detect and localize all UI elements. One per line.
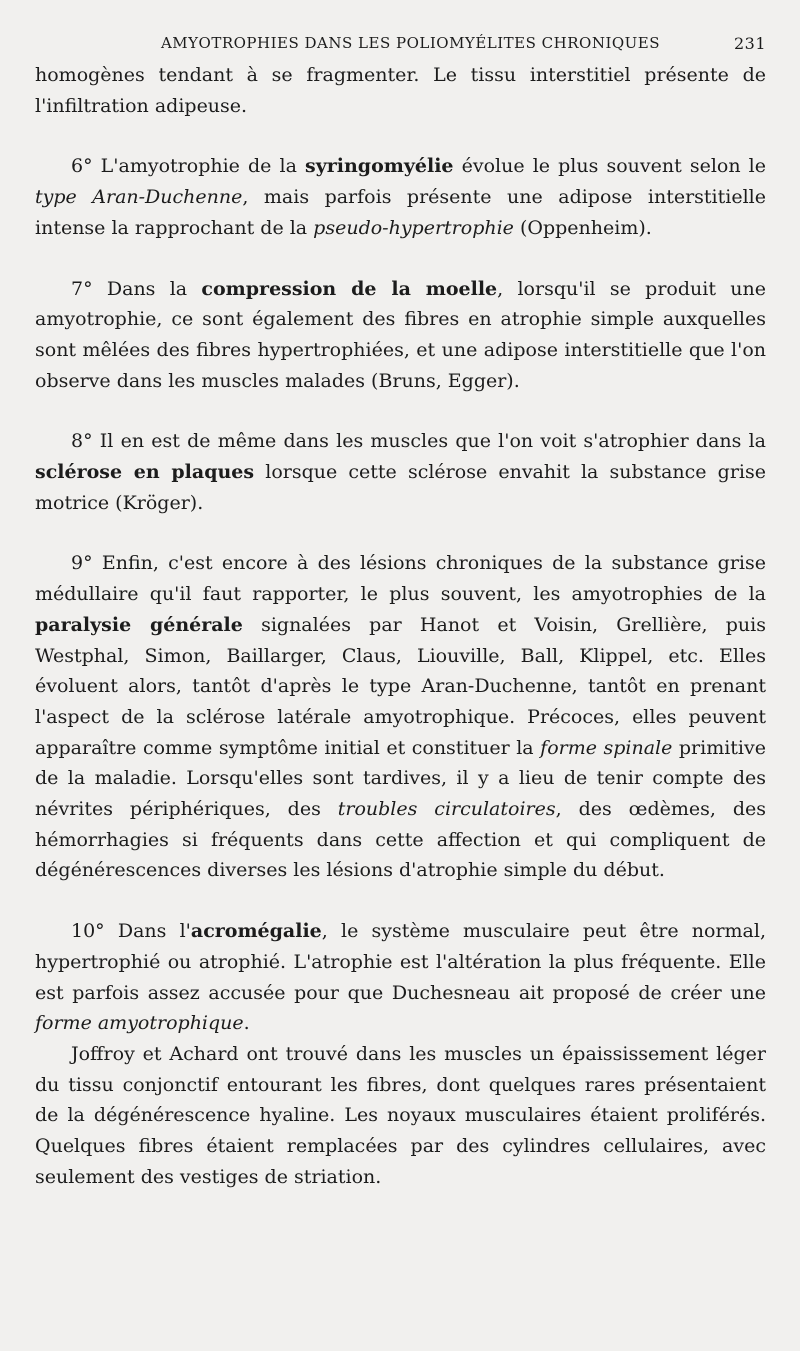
term-syringomyelie: syringomyélie xyxy=(305,155,454,178)
term-troubles-circulatoires: troubles circulatoires xyxy=(337,798,556,821)
term-compression-moelle: compression de la moelle xyxy=(201,277,498,300)
paragraph-11-joffroy-achard: Joffroy et Achard ont trouvé dans les muscles un épaississement léger du tissu conjonctif entourant les fibres, dont quelques rares présentaient de la dégénérescence hyaline. Les noyaux musculaires étaient proliférés. Quelques fibres étaient remplacées par des cylindres cellulaires, avec seulement des vestiges de striation. xyxy=(35,1042,766,1188)
term-type-aran-duchenne: type Aran-Duchenne xyxy=(35,186,243,209)
term-sclerose-en-plaques: sclérose en plaques xyxy=(35,461,255,484)
paragraph-continuation: homogènes tendant à se fragmenter. Le tissu interstitiel présente de l'infiltration adipeuse. xyxy=(35,64,766,117)
paragraph-6-syringomyelie: 6° L'amyotrophie de la syringomyélie évolue le plus souvent selon le type Aran-Duchenne, mais parfois présente une adipose interstitielle intense la rapprochant de la pseudo-hypertrophie (Oppenheim). xyxy=(35,155,766,239)
term-acromegalie: acromégalie xyxy=(190,920,322,943)
page-number: 231 xyxy=(733,34,766,53)
paragraph-7-compression: 7° Dans la compression de la moelle, lorsqu'il se produit une amyotrophie, ce sont également des fibres en atrophie simple auxquelles sont mêlées des fibres hypertrophiées, et une adipose interstitielle que l'on observe dans les muscles malades (Bruns, Egger). xyxy=(35,277,766,392)
paragraph-8-sclerose: 8° Il en est de même dans les muscles que l'on voit s'atrophier dans la sclérose en plaques lorsque cette sclérose envahit la substance grise motrice (Kröger). xyxy=(35,430,766,514)
body-text xyxy=(35,60,766,1193)
term-forme-amyotrophique: forme amyotrophique xyxy=(35,1012,244,1035)
term-forme-spinale: forme spinale xyxy=(540,736,673,759)
term-pseudo-hypertrophie: pseudo-hypertrophie xyxy=(313,216,514,239)
running-head-title: AMYOTROPHIES DANS LES POLIOMYÉLITES CHRONIQUES xyxy=(160,34,661,52)
paragraph-9-paralysie: 9° Enfin, c'est encore à des lésions chroniques de la substance grise médullaire qu'il faut rapporter, le plus souvent, les amyotrophies de la paralysie générale signalées par Hanot et Voisin, Grellière, puis Westphal, Simon, Baillarger, Claus, Liouville, Ball, Klippel, etc. Elles évoluent alors, tantôt d'après le type Aran-Duchenne, tantôt en prenant l'aspect de la sclérose latérale amyotrophique. Précoces, elles peuvent apparaître comme symptôme initial et constituer la forme spinale primitive de la maladie. Lorsqu'elles sont tardives, il y a lieu de tenir compte des névrites périphériques, des troubles circulatoires, des œdèmes, des hémorrhagies si fréquents dans cette affection et qui compliquent de dégénérescences diverses les lésions d'atrophie simple du début. xyxy=(35,552,767,882)
term-paralysie-generale: paralysie générale xyxy=(35,613,243,636)
paragraph-10-acromegalie: 10° Dans l'acromégalie, le système musculaire peut être normal, hypertrophié ou atrophié. L'atrophie est l'altération la plus fréquente. Elle est parfois assez accusée pour que Duchesneau ait proposé de créer une forme amyotrophique. xyxy=(35,920,766,1035)
running-head xyxy=(35,34,766,60)
